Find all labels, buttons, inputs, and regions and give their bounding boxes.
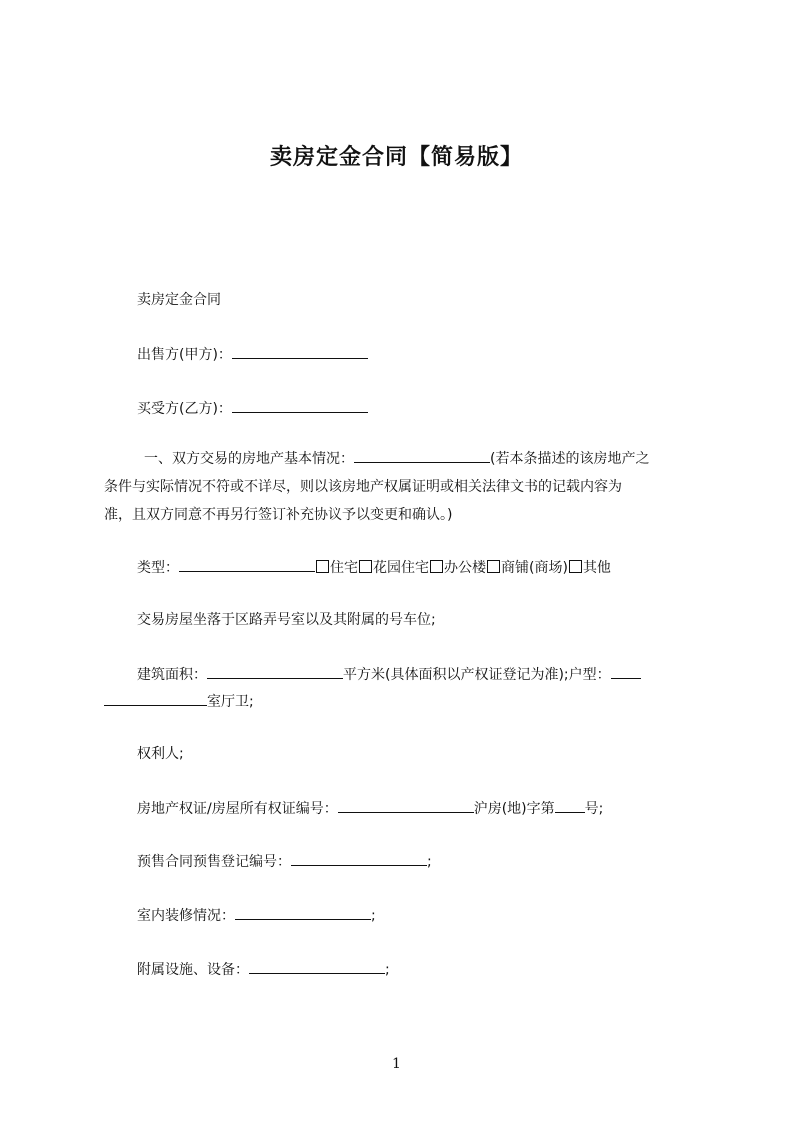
cert-blank [338, 798, 474, 813]
cert-label: 房地产权证/房屋所有权证编号： [137, 801, 338, 817]
clause-1-blank [354, 448, 490, 463]
cert-mid: 沪房(地)字第 [473, 801, 555, 817]
contract-heading: 卖房定金合同 [137, 292, 221, 308]
area-unit: 平方米(具体面积以产权证登记为准);户型： [343, 667, 611, 683]
checkbox [569, 560, 582, 573]
cert-number-blank [555, 798, 585, 813]
area-blank [207, 664, 343, 679]
type-option: 办公楼 [444, 560, 486, 576]
clause-1-note-a: (若本条描述的该房地产之 [490, 451, 650, 467]
clause-1 [104, 445, 700, 529]
type-label: 类型： [137, 560, 179, 576]
decor-label: 室内装修情况： [137, 908, 235, 924]
checkbox [316, 560, 329, 573]
area-label: 建筑面积： [137, 667, 207, 683]
decor-line [137, 905, 376, 926]
type-option: 其他 [582, 560, 611, 576]
area-line [137, 664, 641, 685]
page-number: 1 [392, 1056, 401, 1072]
buyer-blank [232, 398, 368, 413]
presale-line [137, 851, 432, 872]
document-title: 卖房定金合同【简易版】 [269, 145, 523, 170]
facilities-semicolon: ; [385, 962, 390, 978]
type-line [137, 557, 611, 578]
layout-line [104, 691, 254, 712]
type-blank [179, 557, 315, 572]
buyer-line [137, 398, 368, 419]
checkbox [487, 560, 500, 573]
presale-label: 预售合同预售登记编号： [137, 854, 291, 870]
buyer-label: 买受方(乙方)： [137, 401, 232, 417]
clause-1-note-b: 条件与实际情况不符或不详尽，则以该房地产权属证明或相关法律文书的记载内容为 [104, 479, 622, 495]
seller-blank [232, 344, 368, 359]
presale-blank [291, 851, 427, 866]
layout-blank-start [611, 664, 641, 679]
clause-1-lead: 一、双方交易的房地产基本情况： [144, 451, 354, 467]
type-option: 商铺(商场) [501, 560, 568, 576]
checkbox [359, 560, 372, 573]
seller-label: 出售方(甲方)： [137, 347, 232, 363]
owner-line: 权利人; [137, 746, 184, 762]
type-option: 花园住宅 [373, 560, 429, 576]
facilities-blank [249, 959, 385, 974]
decor-semicolon: ; [371, 908, 376, 924]
cert-end: 号; [584, 801, 604, 817]
decor-blank [235, 905, 371, 920]
seller-line [137, 344, 368, 365]
facilities-label: 附属设施、设备： [137, 962, 249, 978]
type-option: 住宅 [330, 560, 358, 576]
presale-semicolon: ; [427, 854, 432, 870]
layout-blank [104, 691, 207, 706]
facilities-line [137, 959, 390, 980]
cert-line [137, 798, 603, 819]
checkbox [430, 560, 443, 573]
layout-suffix: 室厅卫; [207, 694, 254, 710]
location-line: 交易房屋坐落于区路弄号室以及其附属的号车位; [137, 612, 436, 628]
clause-1-note-c: 准，且双方同意不再另行签订补充协议予以变更和确认。) [104, 507, 453, 523]
